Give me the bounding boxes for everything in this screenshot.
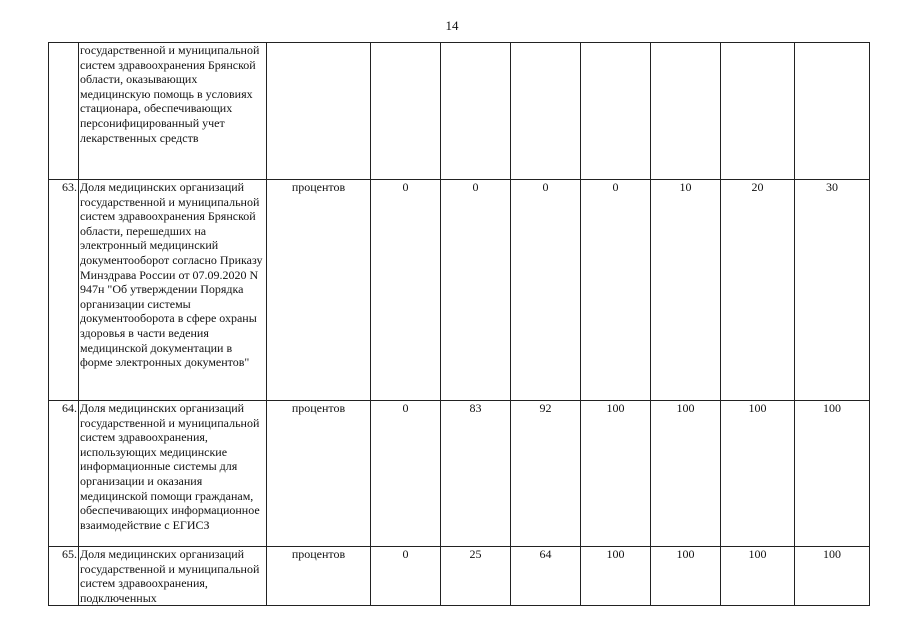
value-cell: 83 xyxy=(441,401,511,547)
unit-cell: процентов xyxy=(267,401,371,547)
value-cell xyxy=(511,43,581,180)
row-number: 64. xyxy=(49,401,79,547)
indicator-name: Доля медицинских организаций государственной и муниципальной систем здравоохранения, подключенных xyxy=(79,547,267,606)
value-cell: 0 xyxy=(441,180,511,401)
value-cell xyxy=(795,43,870,180)
value-cell: 100 xyxy=(581,401,651,547)
indicators-table xyxy=(48,42,870,606)
value-cell: 0 xyxy=(371,180,441,401)
value-cell: 20 xyxy=(721,180,795,401)
page-number: 14 xyxy=(445,18,459,33)
unit-cell: процентов xyxy=(267,180,371,401)
value-cell xyxy=(651,43,721,180)
indicator-name: Доля медицинских организаций государственной и муниципальной систем здравоохранения, использующих медицинские информационные системы для организации и оказания медицинской помощи гражданам, обеспечивающих информационное взаимодействие с ЕГИСЗ xyxy=(79,401,267,547)
value-cell xyxy=(721,43,795,180)
indicator-name: Доля медицинских организаций государственной и муниципальной систем здравоохранения Брянской области, перешедших на электронный медицинский документооборот согласно Приказу Минздрава России от 07.09.2020 N 947н "Об утверждении Порядка организации системы документооборота в сфере охраны здоровья в части ведения медицинской документации в форме электронных документов" xyxy=(79,180,267,401)
value-cell: 0 xyxy=(511,180,581,401)
value-cell: 100 xyxy=(721,401,795,547)
value-cell: 30 xyxy=(795,180,870,401)
table-row xyxy=(49,180,870,401)
value-cell: 92 xyxy=(511,401,581,547)
value-cell: 100 xyxy=(721,547,795,606)
table-row xyxy=(49,43,870,180)
row-number xyxy=(49,43,79,180)
value-cell: 100 xyxy=(651,547,721,606)
value-cell: 0 xyxy=(581,180,651,401)
table-row xyxy=(49,401,870,547)
value-cell: 10 xyxy=(651,180,721,401)
value-cell: 0 xyxy=(371,547,441,606)
value-cell: 0 xyxy=(371,401,441,547)
row-number: 63. xyxy=(49,180,79,401)
value-cell xyxy=(441,43,511,180)
indicator-name: государственной и муниципальной систем здравоохранения Брянской области, оказывающих медицинскую помощь в условиях стационара, обеспечивающих персонифицированный учет лекарственных средств xyxy=(79,43,267,180)
value-cell: 100 xyxy=(651,401,721,547)
row-number: 65. xyxy=(49,547,79,606)
value-cell xyxy=(581,43,651,180)
table-row xyxy=(49,547,870,606)
unit-cell xyxy=(267,43,371,180)
value-cell: 100 xyxy=(581,547,651,606)
value-cell: 100 xyxy=(795,401,870,547)
value-cell: 25 xyxy=(441,547,511,606)
unit-cell: процентов xyxy=(267,547,371,606)
value-cell: 100 xyxy=(795,547,870,606)
value-cell: 64 xyxy=(511,547,581,606)
value-cell xyxy=(371,43,441,180)
